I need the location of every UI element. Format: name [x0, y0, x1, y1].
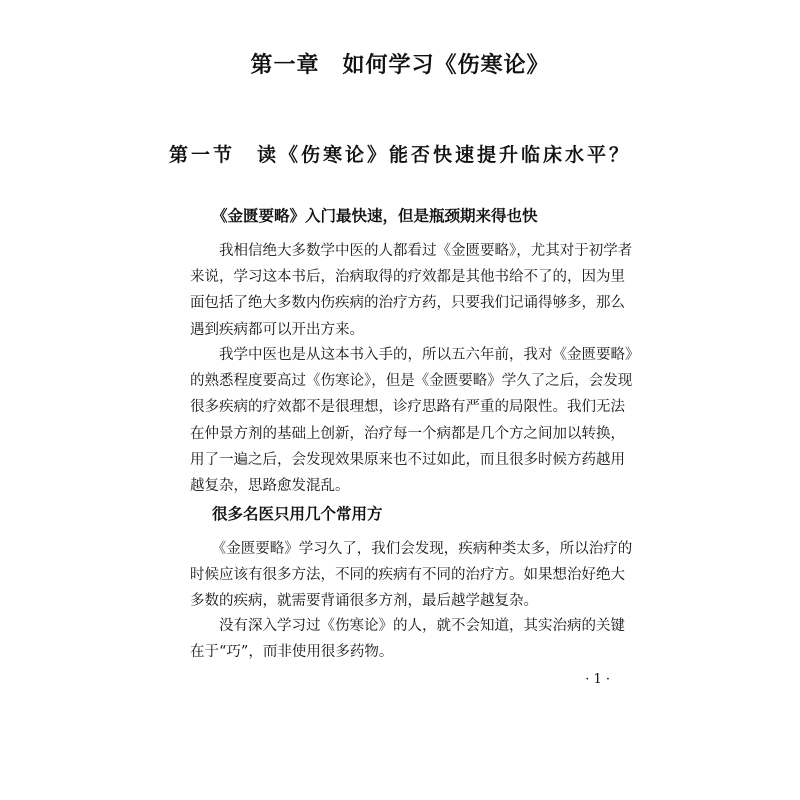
paragraph-line: 多数的疾病，就需要背诵很多方剂，最后越学越复杂。	[190, 593, 538, 610]
paragraph-line: 没有深入学习过《伤寒论》的人，就不会知道，其实治病的关键	[190, 618, 625, 634]
subheading-famous-doctors: 很多名医只用几个常用方	[212, 505, 383, 523]
section-title: 第一节 读《伤寒论》能否快速提升临床水平？	[168, 144, 631, 166]
page-number: · 1 ·	[585, 672, 610, 687]
paragraph-line: 的熟悉程度要高过《伤寒论》，但是《金匮要略》学久了之后，会发现	[190, 373, 633, 390]
paragraph-line: 在于“巧”，而非使用很多药物。	[190, 644, 394, 661]
subheading-jingui-intro: 《金匮要略》入门最快速，但是瓶颈期来得也快	[212, 207, 538, 225]
paragraph-line: 越复杂，思路愈发混乱。	[190, 477, 350, 494]
paragraph-line: 在仲景方剂的基础上创新，治疗每一个病都是几个方之间加以转换，	[190, 425, 625, 442]
paragraph-line: 面包括了绝大多数内伤疾病的治疗方药，只要我们记诵得够多，那么	[190, 295, 625, 312]
paragraph	[190, 613, 625, 665]
paragraph	[190, 536, 633, 615]
paragraph-line: 时候应该有很多方法，不同的疾病有不同的治疗方。如果想治好绝大	[190, 567, 625, 584]
paragraph-line: 来说，学习这本书后，治病取得的疗效都是其他书给不了的，因为里	[190, 269, 625, 286]
paragraph-line: 遇到疾病都可以开出方来。	[190, 321, 364, 338]
paragraph-line: 《金匮要略》学习久了，我们会发现，疾病种类太多，所以治疗的	[190, 541, 633, 557]
chapter-title: 第一章 如何学习《伤寒论》	[250, 53, 550, 78]
paragraph-line: 我学中医也是从这本书入手的，所以五六年前，我对《金匮要略》	[190, 347, 640, 363]
paragraph-line: 很多疾病的疗效都不是很理想，诊疗思路有严重的局限性。我们无法	[190, 399, 625, 416]
paragraph-line: 用了一遍之后，会发现效果原来也不过如此，而且很多时候方药越用	[190, 451, 625, 468]
paragraph	[190, 342, 640, 499]
paragraph-line: 我相信绝大多数学中医的人都看过《金匮要略》，尤其对于初学者	[190, 243, 633, 259]
paragraph	[190, 238, 633, 343]
